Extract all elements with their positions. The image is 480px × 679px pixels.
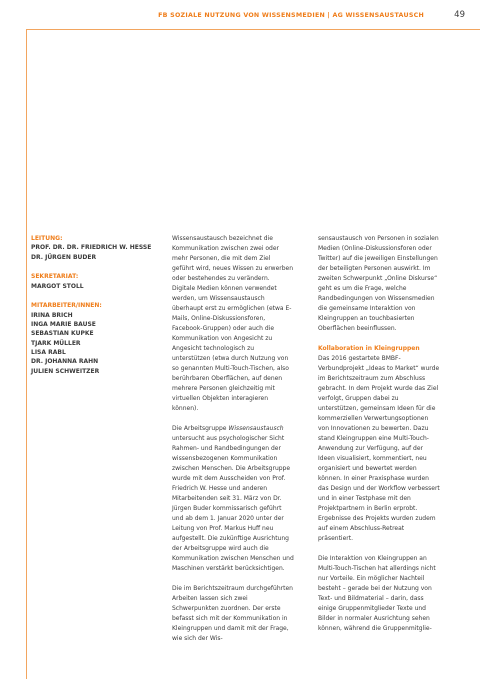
staff-heading: MITARBEITER/INNEN:	[31, 302, 102, 310]
staff-name: JULIEN SCHWEITZER	[31, 367, 100, 375]
paragraph-text: Das 2016 gestartete BMBF-Verbundprojekt „Ideas to Market“ wurde im Berichtszeitraum zum Abschluss gebracht. In dem Projekt wurde das Ziel verfolgt, Gruppen dabei zu unterstützen, gemeinsam Ideen für die kommerziellen Verwertungsoptionen von Innovationen zu bewerten. Dazu stand Kleingruppen eine Multi-Touch-Anwendung zur Verfügung, auf der Ideen visualisiert, kommentiert, neu organisiert und bewertet werden können. In einer Praxisphase wurden das Design und der Workflow verbessert und in einer Testphase mit den Projektpartnern in Berlin erprobt. Ergebnisse des Projekts wurden zudem auf einem Abschluss-Retreat präsentiert.	[318, 355, 440, 542]
staff-name: TJARK MÜLLER	[31, 339, 81, 347]
paragraph: Die Interaktion von Kleingruppen an Multi-Touch-Tischen hat allerdings nicht nur Vorteile. Ein möglicher Nachteil besteht – gerade bei der Nutzung von Text- und Bildmaterial – darin, dass einige Gruppenmitglieder Texte und Bilder in normaler Ausrichtung sehen können, während die Gruppenmitglie-	[318, 555, 436, 632]
body-column-1	[172, 234, 294, 654]
section-paragraph	[318, 344, 440, 544]
paragraph: Die im Berichtszeitraum durchgeführten Arbeiten lassen sich zwei Schwerpunkten zuordnen. Der erste befasst sich mit der Kommunikation in Kleingruppen und damit mit der Frage, wie sich der Wis-	[172, 585, 293, 642]
paragraph-rest: untersucht aus psychologischer Sicht Rahmen- und Randbedingungen der wissensbezogenen Kommunikation zwischen Menschen. Die Arbeitsgruppe wurde mit dem Ausscheiden von Prof. Friedrich W. Hesse und anderen Mitarbeitenden seit 31. März von Dr. Jürgen Buder kommissarisch geführt und ab dem 1. Januar 2020 unter der Leitung von Prof. Markus Huff neu aufgestellt. Die zukünftige Ausrichtung der Arbeitsgruppe wird auch die Kommunikation zwischen Menschen und Maschinen verstärkt berücksichtigen.	[172, 435, 294, 572]
paragraph: sensaustausch von Personen in sozialen Medien (Online-Diskussionsforen oder Twitter) auf die jeweiligen Einstellungen der beteiligten Personen auswirkt. Im zweiten Schwerpunkt „Online Diskurse“ geht es um die Frage, welche Randbedingungen von Wissensmedien die gemeinsame Interaktion von Kleingruppen an touchbasierten Oberflächen beeinflussen.	[318, 235, 439, 332]
secretariat-heading: SEKRETARIAT:	[31, 273, 79, 281]
page-number: 49	[454, 10, 465, 20]
staff-name: INGA MARIE BAUSE	[31, 321, 96, 329]
staff-name: DR. JOHANNA RAHN	[31, 358, 99, 366]
staff-sidebar	[31, 234, 171, 386]
body-column-2	[318, 234, 440, 644]
section-subheading: Kollaboration in Kleingruppen	[318, 345, 420, 352]
staff-name: SEBASTIAN KUPKE	[31, 330, 94, 338]
top-border-rule	[26, 29, 480, 30]
staff-name: DR. JÜRGEN BUDER	[31, 253, 97, 261]
paragraph-lead: Die Arbeitsgruppe	[172, 425, 229, 432]
secretariat-block	[31, 272, 171, 291]
leadership-block	[31, 234, 171, 262]
staff-name: IRINA BRICH	[31, 311, 73, 319]
staff-block	[31, 301, 171, 375]
left-border-rule	[26, 29, 27, 679]
staff-name: PROF. DR. DR. FRIEDRICH W. HESSE	[31, 244, 152, 252]
running-head: FB SOZIALE NUTZUNG VON WISSENSMEDIEN | AG WISSENSAUSTAUSCH	[158, 12, 424, 19]
group-name-italic: Wissensaustausch	[228, 425, 284, 432]
leadership-heading: LEITUNG:	[31, 235, 63, 242]
staff-name: MARGOT STOLL	[31, 282, 84, 290]
staff-name: LISA RABL	[31, 348, 66, 356]
paragraph	[172, 424, 294, 574]
paragraph: Wissensaustausch bezeichnet die Kommunikation zwischen zwei oder mehr Personen, die mit dem Ziel geführt wird, neues Wissen zu erwerben oder bestehendes zu verändern. Digitale Medien können verwendet werden, um Wissensaustausch überhaupt erst zu ermöglichen (etwa E-Mails, Online-Diskussionsforen, Facebook-Gruppen) oder auch die Kommunikation von Angesicht zu Angesicht technologisch zu unterstützen (etwa durch Nutzung von so genannten Multi-Touch-Tischen, also berührbaren Oberflächen, auf denen mehrere Personen gleichzeitig mit virtuellen Objekten interagieren können).	[172, 235, 294, 412]
